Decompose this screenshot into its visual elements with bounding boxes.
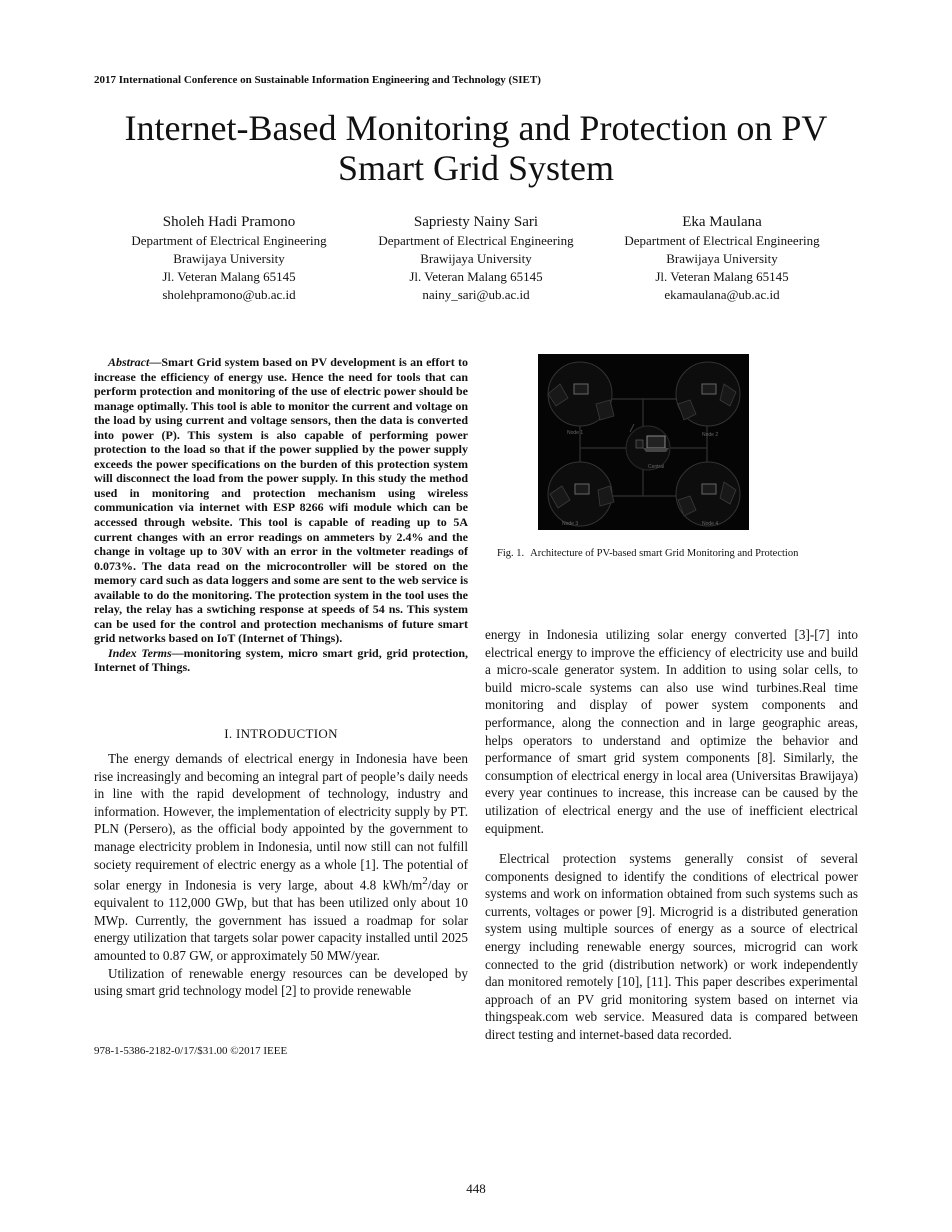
abstract-label: Abstract	[108, 355, 150, 369]
author-email: ekamaulana@ub.ac.id	[664, 287, 780, 302]
author-university: Brawijaya University	[173, 251, 285, 266]
author-address: Jl. Veteran Malang 65145	[655, 269, 789, 284]
node-1-label: Node 1	[567, 430, 584, 436]
author-name: Eka Maulana	[682, 214, 762, 230]
node-4-label: Node 4	[702, 521, 719, 527]
figure-caption-text: Architecture of PV-based smart Grid Monitoring and Protection	[530, 548, 799, 559]
author-block-2	[351, 212, 601, 304]
architecture-figure	[538, 354, 749, 530]
intro-paragraph-1	[94, 750, 468, 965]
abstract-text: —Smart Grid system based on PV development is an effort to increase the efficiency of energy use. Hence the need for tools that can perform protection and monitoring of the use of electric power should be manage optimally. This tool is able to monitor the current and voltage on the load by using current and voltage sensors, then the data is converted into power (P). This system is also capable of performing power protection to the load so that if the power supplied by the power supply exceeds the power specifications on the burden of this protection system will disconnect the load from the power supply. In this study the method used in monitoring and protection mechanism using wireless communication via internet with ESP 8266 wifi module which can be accessed through website. This tool is capable of reading up to 5A current changes with an error readings on ammeters by 2.4% and the change in voltage up to 30V with an error in the voltmeter readings of 0.073%. The data read on the microcontroller will be stored on the memory card such as data loggers and some are sent to the web service is available to do the monitoring. The protection system in the tool uses the relay, the relay has a swtiching response at speeds of 54 ns. This system can be used for the control and protection mechanisms of future smart grid networks based on IoT (Internet of Things).	[94, 355, 468, 646]
author-name: Sapriesty Nainy Sari	[413, 214, 539, 230]
copyright-footnote: 978-1-5386-2182-0/17/$31.00 ©2017 IEEE	[94, 1045, 288, 1057]
abstract-paragraph	[94, 355, 468, 646]
abstract	[94, 355, 468, 675]
author-address: Jl. Veteran Malang 65145	[409, 269, 543, 284]
intro-p1-part-a: The energy demands of electrical energy in Indonesia have been rise increasingly and becoming an integral part of people’s daily needs in line with the rapid development of technology, industry and information. However, the implementation of electricity supply by PT. PLN (Persero), as the official body appointed by the government to manage electricity problem in Indonesia, until now still can not fulfill society requirement of electric energy as a whole [1]. The potential of solar energy in Indonesia is very large, about 4.8 kWh/m	[94, 751, 468, 893]
author-email: nainy_sari@ub.ac.id	[422, 287, 530, 302]
figure-caption	[497, 548, 798, 559]
index-terms	[94, 646, 468, 675]
paper-title	[60, 108, 892, 188]
introduction-text	[94, 750, 468, 1000]
right-paragraph-1: energy in Indonesia utilizing solar energy converted [3]-[7] into electrical energy to improve the efficiency of electricity use and build a micro-scale generator system. In addition to using solar cells, to build micro-scale systems can also use wind turbines.Real time monitoring and display of power system components and performance, along the connection and in large geographic areas, helps operators to understand and optimize the behavior and performance of smart grid system components [8]. Similarly, the consumption of electrical energy in local area (Universitas Brawijaya) every year continues to increase, this increase can be caused by the utilization of electrical energy and the use of inefficient electrical equipment.	[485, 627, 858, 836]
intro-paragraph-2: Utilization of renewable energy resources can be developed by using smart grid technology model [2] to provide renewable	[94, 965, 468, 999]
author-department: Department of Electrical Engineering	[131, 233, 327, 248]
section-heading-introduction: I. INTRODUCTION	[224, 726, 338, 741]
conference-header: 2017 International Conference on Sustainable Information Engineering and Technology (SIET)	[94, 74, 541, 86]
index-terms-text: —monitoring system, micro smart grid, grid protection, Internet of Things.	[94, 645, 468, 675]
page-number: 448	[466, 1181, 486, 1196]
right-paragraph-2: Electrical protection systems generally consist of several components designed to identify the conditions of electrical power systems and work on information obtained from such systems such as currents, voltages or power [9]. Microgrid is a distributed generation system using multiple sources of energy as a source of electrical energy including renewable energy sources, microgrid can work connected to the grid (distribution network) or work independently dan monitored remotely [10], [11]. This paper describes experimental approach of an PV grid monitoring system based on internet via thingspeak.com web service. Measured data is compared between direct testing and internet-based data recorded.	[485, 851, 858, 1042]
figure-caption-label: Fig. 1.	[497, 548, 525, 559]
node-2-icon	[676, 362, 740, 426]
intro-p1-part-b: /day or equivalent to 112,000 GWp, but that has been utilized only about 10 MWp. Currently, the government has issued a roadmap for solar energy utilization that targets solar power capacity installed until 2025 amounted to 0.87 GW, or approximately 50 MW/year.	[94, 877, 468, 963]
author-university: Brawijaya University	[420, 251, 532, 266]
author-email: sholehpramono@ub.ac.id	[162, 287, 296, 302]
superscript: 2	[422, 875, 428, 888]
author-department: Department of Electrical Engineering	[378, 233, 574, 248]
right-column-text-2	[485, 850, 858, 1044]
author-block-3	[597, 212, 847, 304]
central-label: Central	[648, 464, 665, 470]
node-4-icon	[676, 462, 740, 526]
right-column-text-1	[485, 626, 858, 837]
node-2-label: Node 2	[702, 432, 719, 438]
author-university: Brawijaya University	[666, 251, 778, 266]
author-name: Sholeh Hadi Pramono	[162, 214, 296, 230]
node-3-label: Node 3	[562, 521, 579, 527]
author-department: Department of Electrical Engineering	[624, 233, 820, 248]
architecture-diagram	[538, 354, 749, 530]
author-block-1	[104, 212, 354, 304]
index-terms-label: Index Terms	[108, 645, 172, 660]
title-line-1: Internet-Based Monitoring and Protection on PV	[124, 108, 828, 148]
title-line-2: Smart Grid System	[338, 148, 614, 188]
author-address: Jl. Veteran Malang 65145	[162, 269, 296, 284]
